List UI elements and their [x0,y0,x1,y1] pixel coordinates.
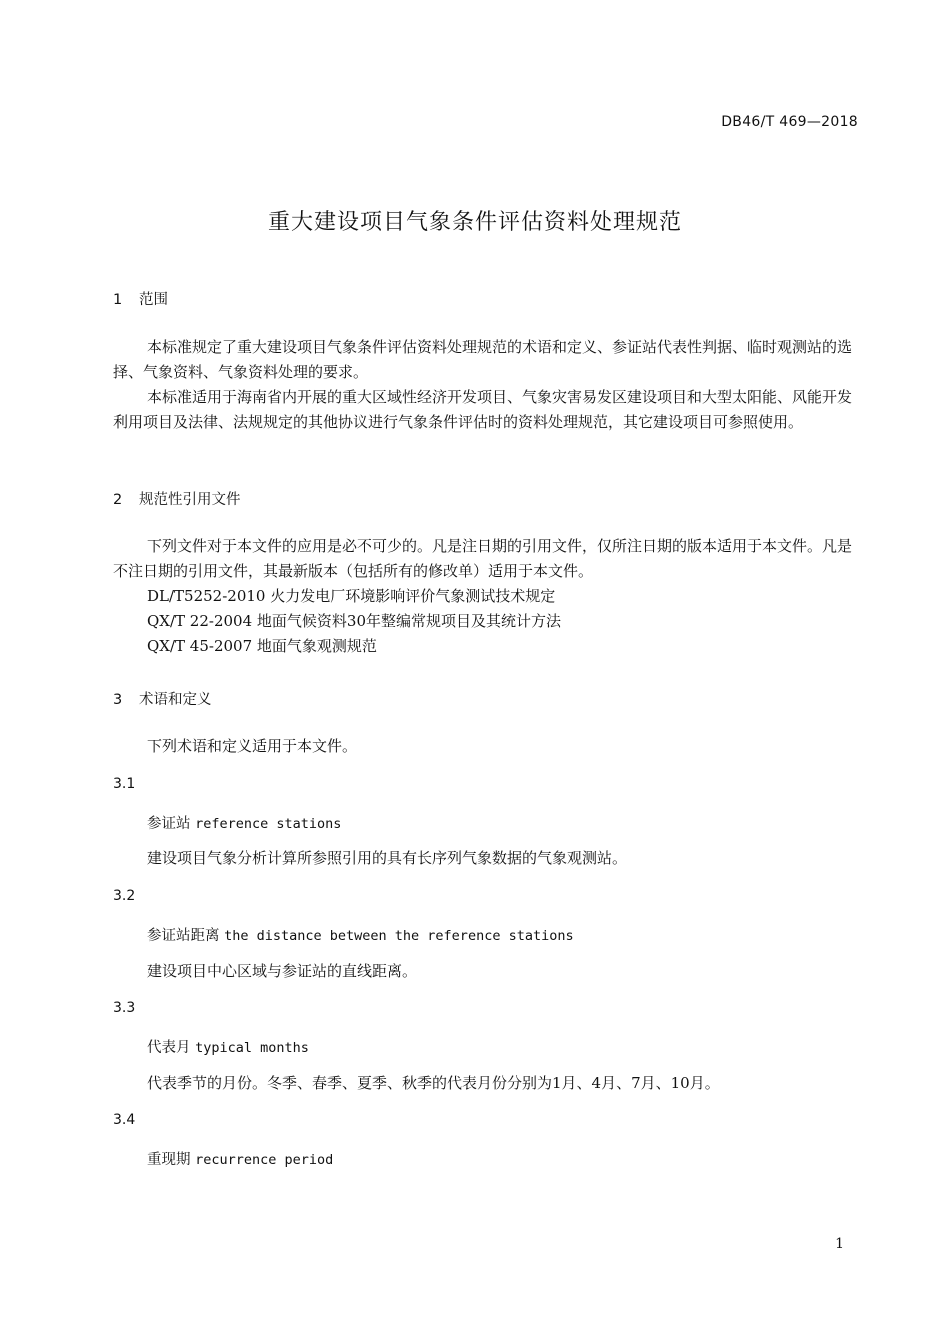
clause-number: 3.4 [113,1112,136,1128]
reference-item: DL/T5252-2010 火力发电厂环境影响评价气象测试技术规定 [147,587,556,605]
term-zh: 重现期 [147,1152,191,1168]
paragraph: 下列文件对于本文件的应用是必不可少的。凡是注日期的引用文件，仅所注日期的版本适用于本文件。凡是不注日期的引用文件，其最新版本（包括所有的修改单）适用于本文件。 [113,537,853,580]
term-en: reference stations [195,816,342,832]
paragraph: 本标准规定了重大建设项目气象条件评估资料处理规范的术语和定义、参证站代表性判据、临时观测站的选择、气象资料、气象资料处理的要求。 [113,338,853,381]
section-1-body [113,335,863,435]
reference-item: QX/T 22-2004 地面气候资料30年整编常规项目及其统计方法 [147,612,561,630]
section-2-intro [113,534,863,584]
section-number: 2 [113,492,123,508]
section-3-intro [113,734,863,759]
section-title: 规范性引用文件 [139,492,241,508]
paragraph: 本标准适用于海南省内开展的重大区域性经济开发项目、气象灾害易发区建设项目和大型太阳能、风能开发利用项目及法律、法规规定的其他协议进行气象条件评估时的资料处理规范，其它建设项目可参照使用。 [113,388,853,431]
clause-number: 3.3 [113,1000,136,1016]
section-title: 范围 [139,292,168,308]
term-heading [147,812,341,833]
section-1-heading [113,288,168,309]
term-definition: 建设项目中心区域与参证站的直线距离。 [147,962,418,980]
section-title: 术语和定义 [139,692,212,708]
term-zh: 参证站 [147,816,191,832]
term-en: the distance between the reference stations [224,928,574,944]
standard-number: DB46/T 469—2018 [721,114,858,130]
term-heading [147,1148,333,1169]
section-3-heading [113,688,212,709]
term-definition: 代表季节的月份。冬季、春季、夏季、秋季的代表月份分别为1月、4月、7月、10月。 [147,1074,720,1092]
section-number: 3 [113,692,123,708]
paragraph: 下列术语和定义适用于本文件。 [147,737,358,755]
term-definition: 建设项目气象分析计算所参照引用的具有长序列气象数据的气象观测站。 [147,849,628,867]
clause-number: 3.2 [113,888,136,904]
term-en: recurrence period [195,1152,334,1168]
term-en: typical months [195,1040,309,1056]
term-heading [147,924,574,945]
term-zh: 代表月 [147,1040,191,1056]
section-2-heading [113,488,241,509]
page-number: 1 [835,1236,844,1252]
reference-item: QX/T 45-2007 地面气象观测规范 [147,637,377,655]
section-number: 1 [113,292,123,308]
document-title: 重大建设项目气象条件评估资料处理规范 [267,210,682,235]
clause-number: 3.1 [113,776,136,792]
term-heading [147,1036,309,1057]
term-zh: 参证站距离 [147,928,220,944]
